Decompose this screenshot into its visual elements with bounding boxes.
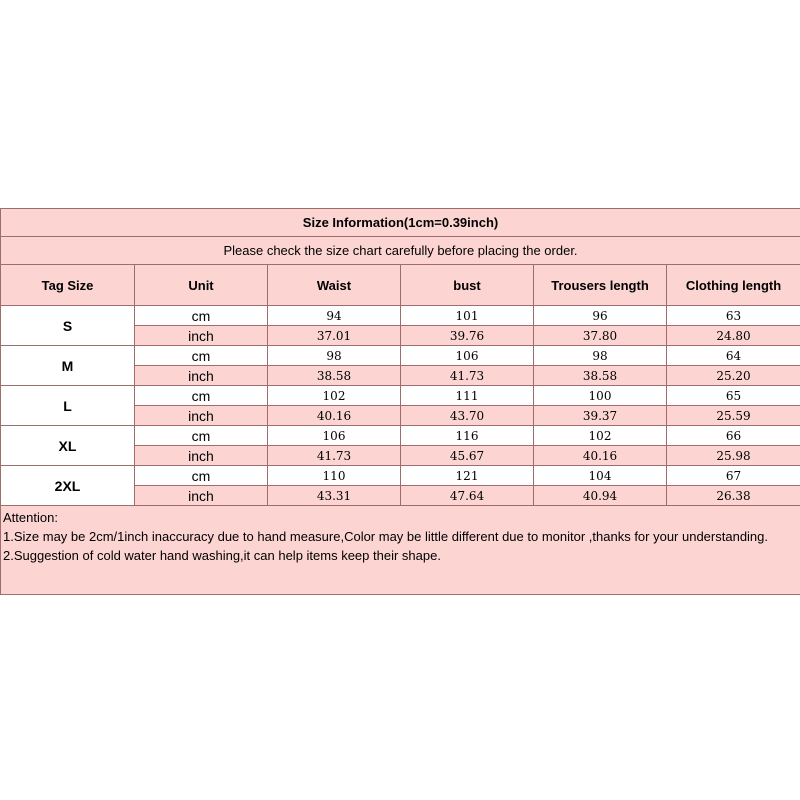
unit-cell: cm bbox=[135, 306, 268, 326]
header-row bbox=[1, 265, 800, 306]
header-unit: Unit bbox=[135, 265, 268, 306]
header-waist: Waist bbox=[268, 265, 401, 306]
measurement-cell: 38.58 bbox=[534, 366, 667, 386]
header-clothing-length: Clothing length bbox=[667, 265, 800, 306]
measurement-cell: 111 bbox=[401, 386, 534, 406]
measurement-cell: 106 bbox=[268, 426, 401, 446]
measurement-cell: 104 bbox=[534, 466, 667, 486]
measurement-cell: 24.80 bbox=[667, 326, 800, 346]
measurement-cell: 66 bbox=[667, 426, 800, 446]
measurement-cell: 41.73 bbox=[268, 446, 401, 466]
tag-size-cell: XL bbox=[1, 426, 135, 466]
measurement-cell: 106 bbox=[401, 346, 534, 366]
attention-notes bbox=[1, 506, 800, 595]
measurement-cell: 100 bbox=[534, 386, 667, 406]
unit-cell: inch bbox=[135, 326, 268, 346]
measurement-cell: 45.67 bbox=[401, 446, 534, 466]
measurement-cell: 67 bbox=[667, 466, 800, 486]
unit-cell: cm bbox=[135, 386, 268, 406]
chart-title: Size Information(1cm=0.39inch) bbox=[1, 209, 800, 237]
unit-cell: cm bbox=[135, 346, 268, 366]
measurement-cell: 65 bbox=[667, 386, 800, 406]
measurement-cell: 26.38 bbox=[667, 486, 800, 506]
measurement-cell: 47.64 bbox=[401, 486, 534, 506]
table-row bbox=[1, 466, 800, 486]
measurement-cell: 98 bbox=[268, 346, 401, 366]
table-row bbox=[1, 386, 800, 406]
size-table bbox=[0, 208, 800, 595]
table-row bbox=[1, 306, 800, 326]
size-chart bbox=[0, 208, 800, 595]
measurement-cell: 64 bbox=[667, 346, 800, 366]
measurement-cell: 121 bbox=[401, 466, 534, 486]
notes-line-1: 1.Size may be 2cm/1inch inaccuracy due to hand measure,Color may be little different due to monitor ,thanks for your understanding. bbox=[3, 529, 769, 544]
measurement-cell: 116 bbox=[401, 426, 534, 446]
unit-cell: inch bbox=[135, 406, 268, 426]
measurement-cell: 39.76 bbox=[401, 326, 534, 346]
measurement-cell: 39.37 bbox=[534, 406, 667, 426]
unit-cell: cm bbox=[135, 466, 268, 486]
header-trousers-length: Trousers length bbox=[534, 265, 667, 306]
unit-cell: cm bbox=[135, 426, 268, 446]
measurement-cell: 38.58 bbox=[268, 366, 401, 386]
header-bust: bust bbox=[401, 265, 534, 306]
chart-subtitle: Please check the size chart carefully before placing the order. bbox=[1, 237, 800, 265]
measurement-cell: 63 bbox=[667, 306, 800, 326]
unit-cell: inch bbox=[135, 366, 268, 386]
notes-line-2: 2.Suggestion of cold water hand washing,it can help items keep their shape. bbox=[3, 548, 441, 563]
measurement-cell: 102 bbox=[534, 426, 667, 446]
unit-cell: inch bbox=[135, 446, 268, 466]
table-row bbox=[1, 346, 800, 366]
measurement-cell: 37.01 bbox=[268, 326, 401, 346]
measurement-cell: 96 bbox=[534, 306, 667, 326]
measurement-cell: 40.16 bbox=[534, 446, 667, 466]
measurement-cell: 101 bbox=[401, 306, 534, 326]
tag-size-cell: M bbox=[1, 346, 135, 386]
tag-size-cell: S bbox=[1, 306, 135, 346]
measurement-cell: 94 bbox=[268, 306, 401, 326]
measurement-cell: 43.31 bbox=[268, 486, 401, 506]
measurement-cell: 25.20 bbox=[667, 366, 800, 386]
measurement-cell: 40.94 bbox=[534, 486, 667, 506]
header-tag-size: Tag Size bbox=[1, 265, 135, 306]
measurement-cell: 110 bbox=[268, 466, 401, 486]
measurement-cell: 25.98 bbox=[667, 446, 800, 466]
measurement-cell: 37.80 bbox=[534, 326, 667, 346]
unit-cell: inch bbox=[135, 486, 268, 506]
measurement-cell: 25.59 bbox=[667, 406, 800, 426]
tag-size-cell: L bbox=[1, 386, 135, 426]
tag-size-cell: 2XL bbox=[1, 466, 135, 506]
measurement-cell: 102 bbox=[268, 386, 401, 406]
table-row bbox=[1, 426, 800, 446]
notes-heading: Attention: bbox=[3, 510, 58, 525]
measurement-cell: 41.73 bbox=[401, 366, 534, 386]
measurement-cell: 43.70 bbox=[401, 406, 534, 426]
measurement-cell: 98 bbox=[534, 346, 667, 366]
measurement-cell: 40.16 bbox=[268, 406, 401, 426]
